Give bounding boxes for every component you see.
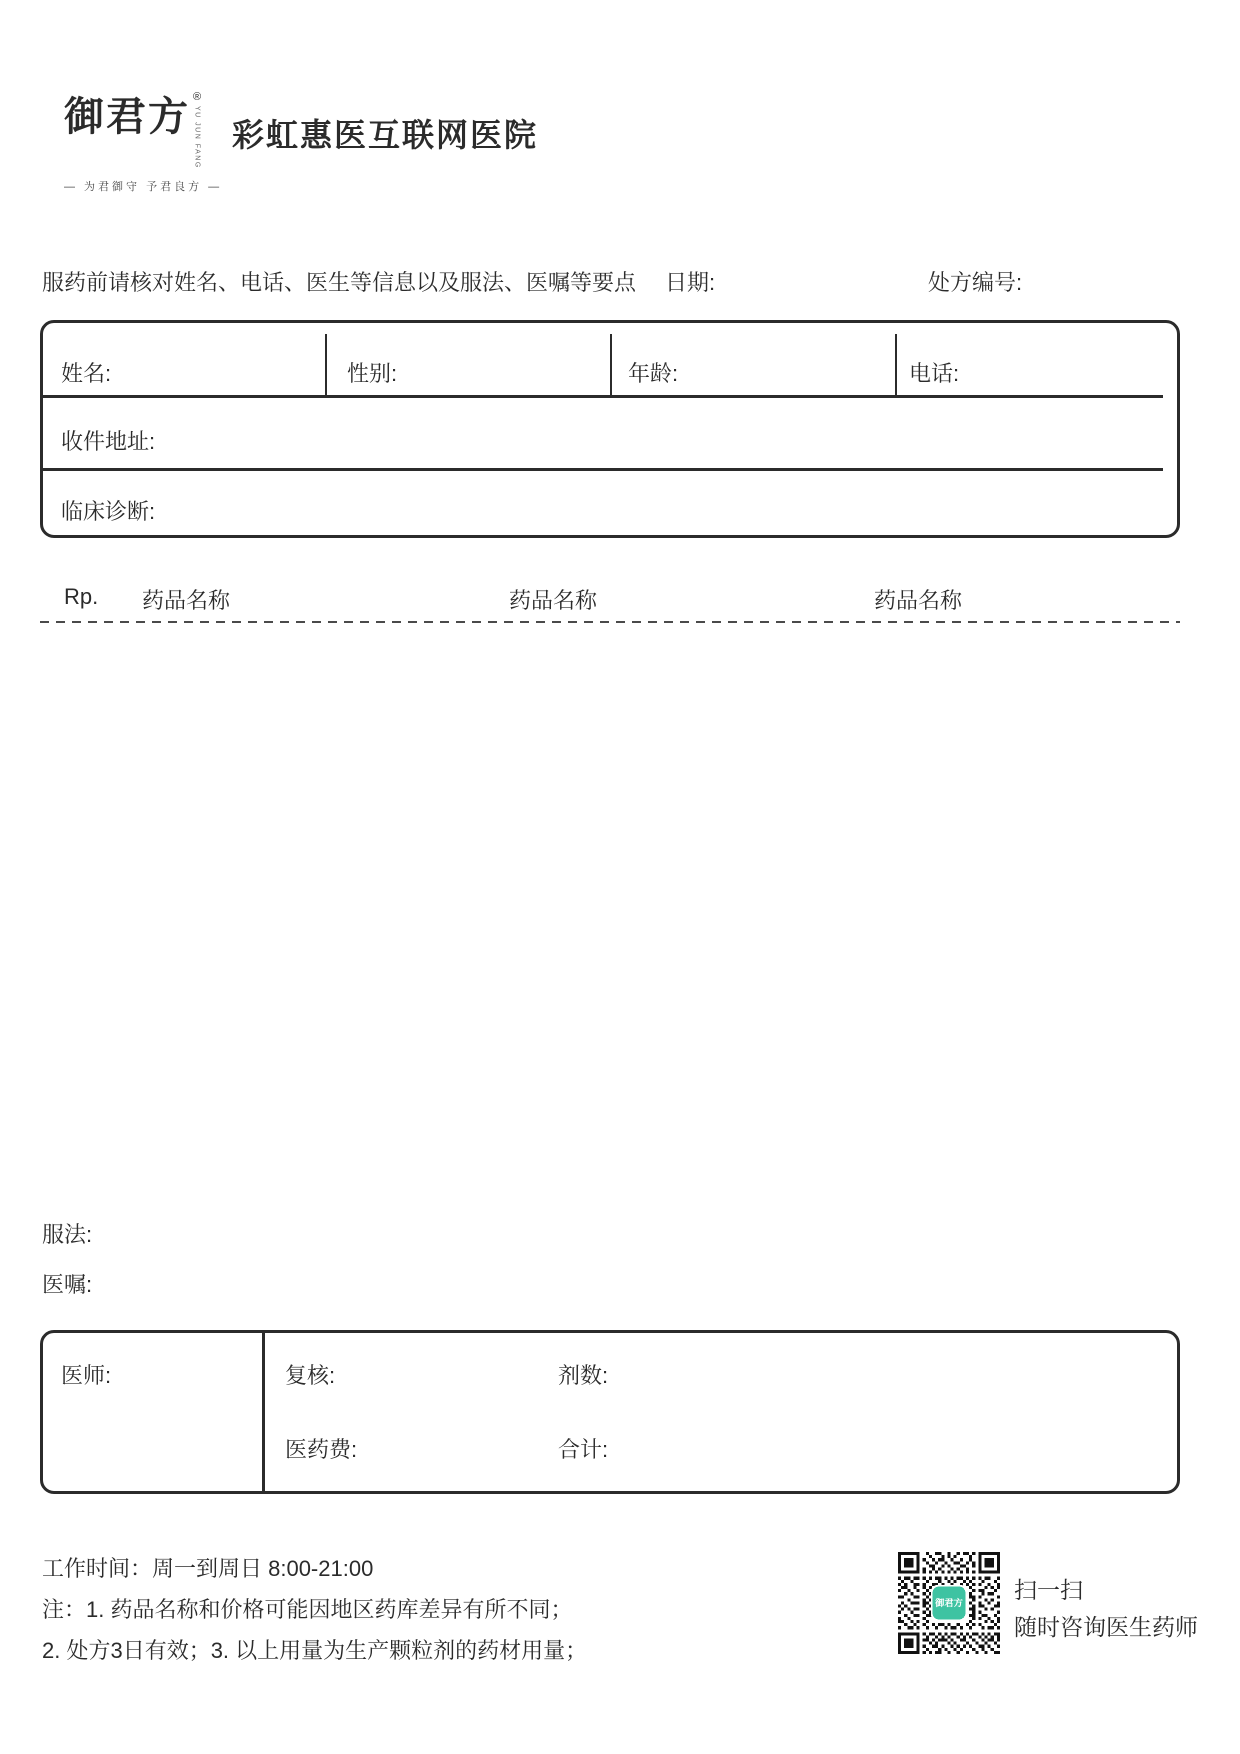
reviewer-label: 复核: — [285, 1363, 336, 1388]
brand-logo-text: 御君方 — [64, 93, 190, 140]
shipping-address-label: 收件地址: — [61, 429, 156, 454]
qr-badge-text: 御君方 — [935, 1597, 963, 1608]
patient-age-label: 年龄: — [628, 361, 679, 386]
dashed-separator-line — [40, 621, 1180, 623]
brand-tagline: — 为君御守 予君良方 — — [64, 180, 223, 193]
patient-info-box — [40, 320, 1180, 538]
qr-code — [898, 1552, 1000, 1654]
dose-count-label: 剂数: — [558, 1363, 609, 1388]
medicine-fee-label: 医药费: — [285, 1437, 358, 1462]
note-line-1: 注：1. 药品名称和价格可能因地区药库差异有所不同； — [42, 1597, 573, 1622]
qr-code-graphic — [898, 1552, 1000, 1654]
drug-name-column-header: 药品名称 — [142, 588, 231, 613]
rp-label: Rp. — [64, 584, 99, 609]
patient-gender-label: 性别: — [347, 361, 398, 386]
column-divider — [325, 334, 327, 396]
work-hours-text: 工作时间：周一到周日 8:00-21:00 — [42, 1556, 374, 1581]
date-label: 日期: — [665, 270, 716, 295]
brand-logo-side — [193, 92, 201, 169]
brand-logo — [64, 91, 222, 169]
note-line-2: 2. 处方3日有效；3. 以上用量为生产颗粒剂的药材用量； — [42, 1638, 588, 1663]
doctor-advice-label: 医嘱: — [42, 1272, 93, 1297]
prescription-number-label: 处方编号: — [928, 270, 1023, 295]
signature-fee-box — [40, 1330, 1180, 1494]
patient-name-label: 姓名: — [61, 361, 112, 386]
qr-scan-caption: 扫一扫 — [1014, 1577, 1083, 1603]
column-divider — [610, 334, 612, 396]
usage-method-label: 服法: — [42, 1222, 93, 1247]
verification-notice: 服药前请核对姓名、电话、医生等信息以及服法、医嘱等要点 — [42, 270, 637, 295]
doctor-label: 医师: — [61, 1363, 112, 1388]
column-divider — [895, 334, 897, 396]
column-divider — [262, 1333, 265, 1491]
drug-name-column-header: 药品名称 — [874, 588, 963, 613]
drug-name-column-header: 药品名称 — [509, 588, 598, 613]
total-label: 合计: — [558, 1437, 609, 1462]
hospital-name: 彩虹惠医互联网医院 — [232, 117, 539, 153]
clinical-diagnosis-label: 临床诊断: — [61, 499, 156, 524]
brand-logo-romanization: YU JUN FANG — [193, 106, 201, 169]
qr-hint-caption: 随时咨询医生药师 — [1014, 1614, 1198, 1640]
registered-trademark-mark: ® — [193, 91, 202, 103]
row-divider — [43, 395, 1163, 398]
brand-header — [64, 91, 223, 194]
row-divider — [43, 468, 1163, 471]
patient-phone-label: 电话: — [909, 361, 960, 386]
